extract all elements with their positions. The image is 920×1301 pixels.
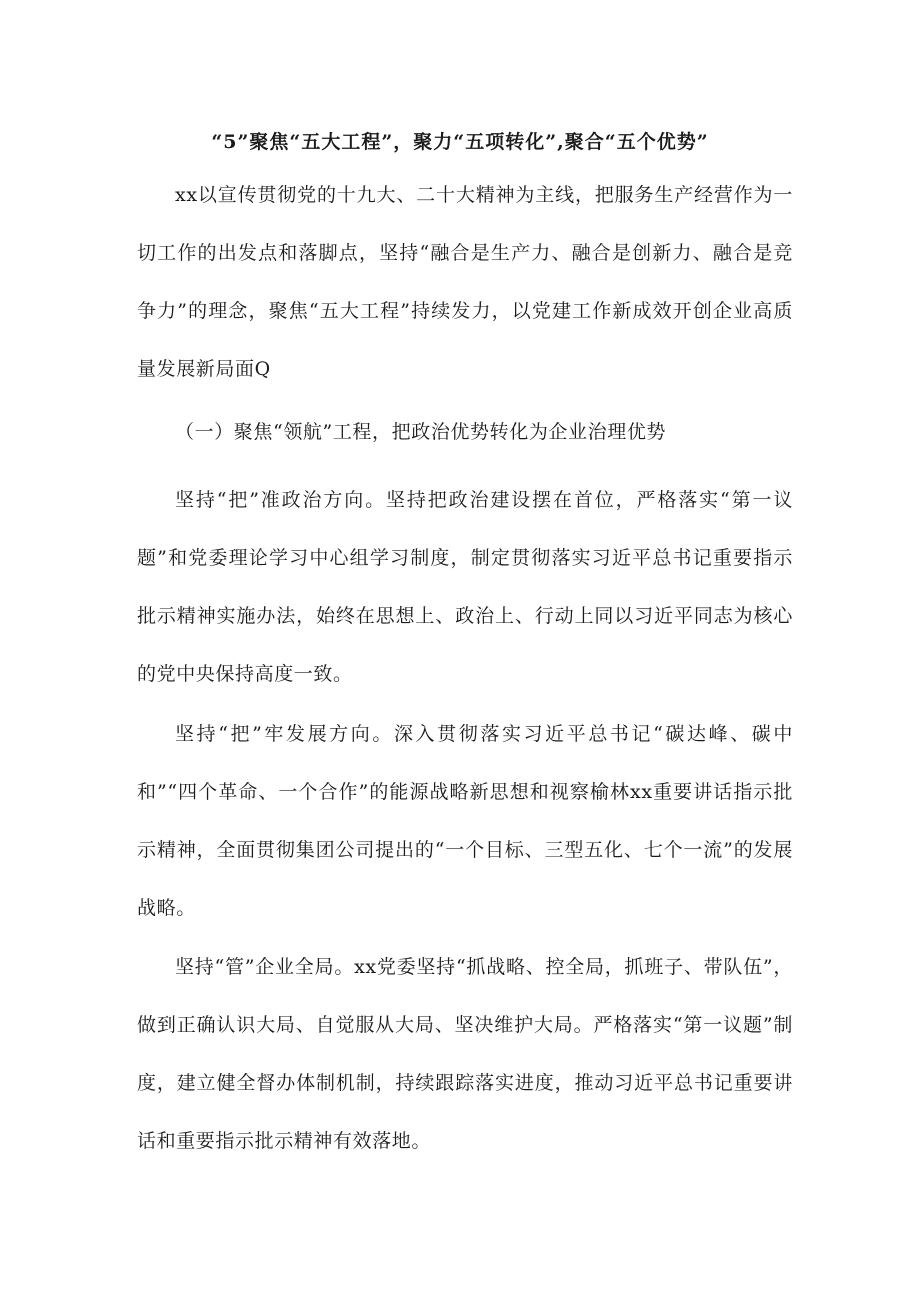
intro-paragraph: xx以宣传贯彻党的十九大、二十大精神为主线，把服务生产经营作为一切工作的出发点和落脚点，坚持“融合是生产力、融合是创新力、融合是竞争力”的理念，聚焦“五大工程”持续发力，以党建工作新成效开创企业高质量发展新局面Q: [137, 184, 793, 380]
body-paragraph: 坚持“管”企业全局。xx党委坚持“抓战略、控全局，抓班子、带队伍”，做到正确认识大局、自觉服从大局、坚决维护大局。严格落实“第一议题”制度，建立健全督办体制机制，持续跟踪落实进度，推动习近平总书记重要讲话和重要指示批示精神有效落地。: [137, 956, 793, 1152]
document-title: “5”聚焦“五大工程”，聚力“五项转化”,聚合“五个优势”: [211, 131, 709, 153]
body-paragraph: 坚持“把”牢发展方向。深入贯彻落实习近平总书记“碳达峰、碳中和”“四个革命、一个合作”的能源战略新思想和视察榆林xx重要讲话指示批示精神，全面贯彻集团公司提出的“一个目标、三型五化、七个一流”的发展战略。: [137, 723, 793, 919]
body-paragraph: 坚持“把”准政治方向。坚持把政治建设摆在首位，严格落实“第一议题”和党委理论学习中心组学习制度，制定贯彻落实习近平总书记重要指示批示精神实施办法，始终在思想上、政治上、行动上同以习近平同志为核心的党中央保持高度一致。: [137, 489, 793, 685]
section-heading: （一）聚焦“领航”工程，把政治优势转化为企业治理优势: [175, 421, 667, 443]
